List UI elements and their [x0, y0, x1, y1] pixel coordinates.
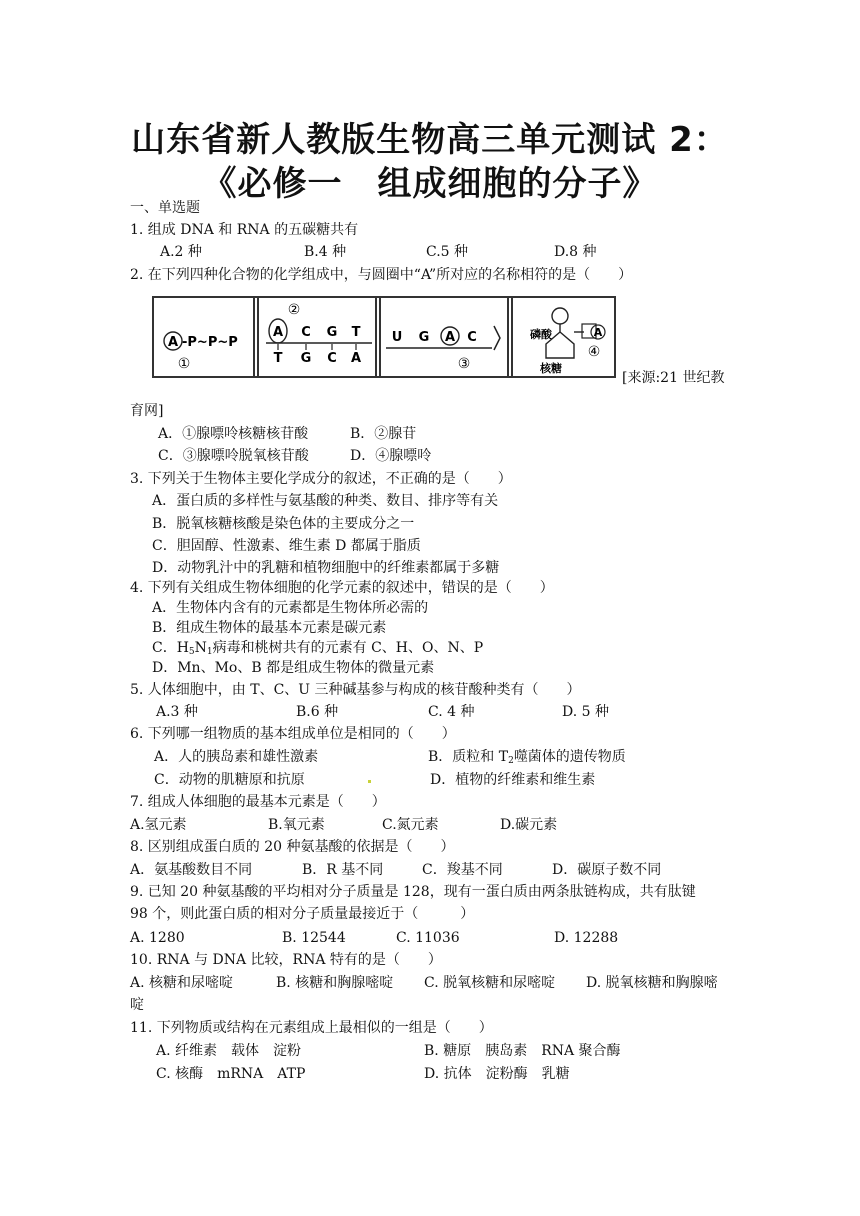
q5-option-a: A.3 种 — [156, 704, 198, 720]
figure-panel-4 — [530, 308, 605, 375]
q2-stem: 2. 在下列四种化合物的化学组成中，与圆圈中“A”所对应的名称相符的是（ ） — [130, 267, 633, 283]
base-g: G — [326, 325, 338, 340]
q4-stem: 4. 下列有关组成生物体细胞的化学元素的叙述中，错误的是（ ） — [130, 580, 554, 596]
q10-option-d-cont: 啶 — [130, 997, 144, 1013]
q1-option-b: B.4 种 — [304, 244, 347, 260]
q3-option-a: A．蛋白质的多样性与氨基酸的种类、数目、排序等有关 — [152, 493, 499, 509]
circle-a-3-label: A — [444, 330, 456, 345]
q11-option-a: A. 纤维素 载体 淀粉 — [156, 1043, 302, 1059]
phosphate-chain: -P~P~P — [182, 335, 238, 350]
q4-option-b: B．组成生物体的最基本元素是碳元素 — [152, 620, 387, 636]
title-line-1: 山东省新人教版生物高三单元测试 2： — [131, 120, 729, 160]
q1-stem: 1. 组成 DNA 和 RNA 的五碳糖共有 — [130, 222, 359, 238]
q5-option-c: C. 4 种 — [428, 704, 475, 720]
figure-panel-3 — [386, 326, 500, 372]
base-c: C — [301, 325, 311, 340]
q1-option-c: C.5 种 — [426, 244, 469, 260]
q11-option-b: B. 糖原 胰岛素 RNA 聚合酶 — [424, 1043, 621, 1059]
circle-a-4-label: A — [593, 326, 603, 339]
q2-source-1: [来源:21 世纪教 — [622, 370, 725, 386]
q11-option-c: C. 核酶 mRNA ATP — [156, 1066, 306, 1082]
figure-num-3: ③ — [457, 356, 471, 372]
section-heading: 一、单选题 — [130, 200, 200, 216]
q10-option-c: C. 脱氧核糖和尿嘧啶 — [424, 975, 556, 991]
q8-stem: 8. 区别组成蛋白质的 20 种氨基酸的依据是（ ） — [130, 839, 455, 855]
q10-option-b: B. 核糖和胸腺嘧啶 — [276, 975, 394, 991]
q2-option-b: B．②腺苷 — [350, 426, 417, 442]
q5-option-d: D. 5 种 — [562, 704, 609, 720]
figure-panel-2 — [266, 302, 372, 366]
title-line-2: 《必修一 组成细胞的分子》 — [202, 164, 658, 204]
figure-num-2: ② — [287, 302, 301, 318]
q9-option-a: A. 1280 — [130, 930, 185, 946]
q9-option-d: D. 12288 — [554, 930, 619, 946]
q7-option-c: C.氮元素 — [382, 817, 439, 833]
phosphate-label: 磷酸 — [530, 328, 552, 341]
q7-option-b: B.氧元素 — [268, 817, 325, 833]
q1-option-a: A.2 种 — [160, 244, 202, 260]
circle-a-2-label: A — [272, 325, 284, 340]
q3-stem: 3. 下列关于生物体主要化学成分的叙述，不正确的是（ ） — [130, 471, 512, 487]
phosphate-circle — [552, 308, 568, 324]
q8-option-d: D．碳原子数不同 — [552, 862, 662, 878]
q7-stem: 7. 组成人体细胞的最基本元素是（ ） — [130, 794, 386, 810]
q11-stem: 11. 下列物质或结构在元素组成上最相似的一组是（ ） — [130, 1020, 493, 1036]
q6-option-a: A．人的胰岛素和雄性激素 — [154, 749, 319, 765]
q2-option-c: C．③腺嘌呤脱氧核苷酸 — [158, 448, 309, 464]
q10-option-a: A. 核糖和尿嘧啶 — [130, 975, 234, 991]
q8-option-c: C．羧基不同 — [422, 862, 503, 878]
base-g-2: G — [300, 351, 312, 366]
q4-option-d: D．Mn、Mo、B 都是组成生物体的微量元素 — [152, 660, 435, 676]
q10-option-d: D. 脱氧核糖和胸腺嘧 — [586, 975, 718, 991]
q3-option-d: D．动物乳汁中的乳糖和植物细胞中的纤维素都属于多糖 — [152, 560, 500, 576]
q9-stem-2: 98 个，则此蛋白质的相对分子质量最接近于（ ） — [130, 906, 475, 922]
q6-option-c: C．动物的肌糖原和抗原 — [154, 772, 305, 788]
base-t: T — [351, 325, 361, 340]
base-c-2: C — [327, 351, 337, 366]
figure-num-4: ④ — [587, 344, 601, 360]
q2-figure — [152, 296, 616, 378]
q2-option-a: A．①腺嘌呤核糖核苷酸 — [158, 426, 309, 442]
q2-source-2: 育网] — [130, 403, 164, 419]
q2-option-d: D．④腺嘌呤 — [350, 448, 432, 464]
base-u: U — [391, 330, 403, 345]
q8-option-b: B．R 基不同 — [302, 862, 384, 878]
circle-a-1-label: A — [167, 335, 179, 350]
q6-option-d: D．植物的纤维素和维生素 — [430, 772, 596, 788]
sugar-label: 核糖 — [540, 362, 562, 375]
q4-option-c: C．$H_5N_1$病毒和桃树共有的元素有 C、H、O、N、P — [152, 640, 484, 657]
q10-stem: 10. RNA 与 DNA 比较，RNA 特有的是（ ） — [130, 952, 442, 968]
base-t-2: T — [273, 351, 283, 366]
base-c-3: C — [467, 330, 477, 345]
q9-option-b: B. 12544 — [282, 930, 346, 946]
q7-option-a: A.氢元素 — [130, 817, 187, 833]
q1-option-d: D.8 种 — [554, 244, 597, 260]
q3-option-c: C．胆固醇、性激素、维生素 D 都属于脂质 — [152, 538, 421, 554]
q9-stem-1: 9. 已知 20 种氨基酸的平均相对分子质量是 128，现有一蛋白质由两条肽链构成，共有肽键 — [130, 884, 696, 900]
q3-option-b: B．脱氧核糖核酸是染色体的主要成分之一 — [152, 516, 415, 532]
q6-option-b: B．质粒和 $T_2$噬菌体的遗传物质 — [428, 749, 626, 766]
base-g-3: G — [418, 330, 430, 345]
stray-dot — [368, 780, 371, 783]
figure-panel-1 — [164, 332, 238, 372]
q8-option-a: A．氨基酸数目不同 — [130, 862, 253, 878]
figure-num-1: ① — [177, 356, 191, 372]
base-a-2: A — [350, 351, 362, 366]
q6-stem: 6. 下列哪一组物质的基本组成单位是相同的（ ） — [130, 726, 456, 742]
q5-stem: 5. 人体细胞中，由 T、C、U 三种碱基参与构成的核苷酸种类有（ ） — [130, 682, 581, 698]
q7-option-d: D.碳元素 — [500, 817, 558, 833]
q9-option-c: C. 11036 — [396, 930, 460, 946]
q11-option-d: D. 抗体 淀粉酶 乳糖 — [424, 1066, 570, 1082]
q4-option-a: A．生物体内含有的元素都是生物体所必需的 — [152, 600, 429, 616]
q5-option-b: B.6 种 — [296, 704, 339, 720]
